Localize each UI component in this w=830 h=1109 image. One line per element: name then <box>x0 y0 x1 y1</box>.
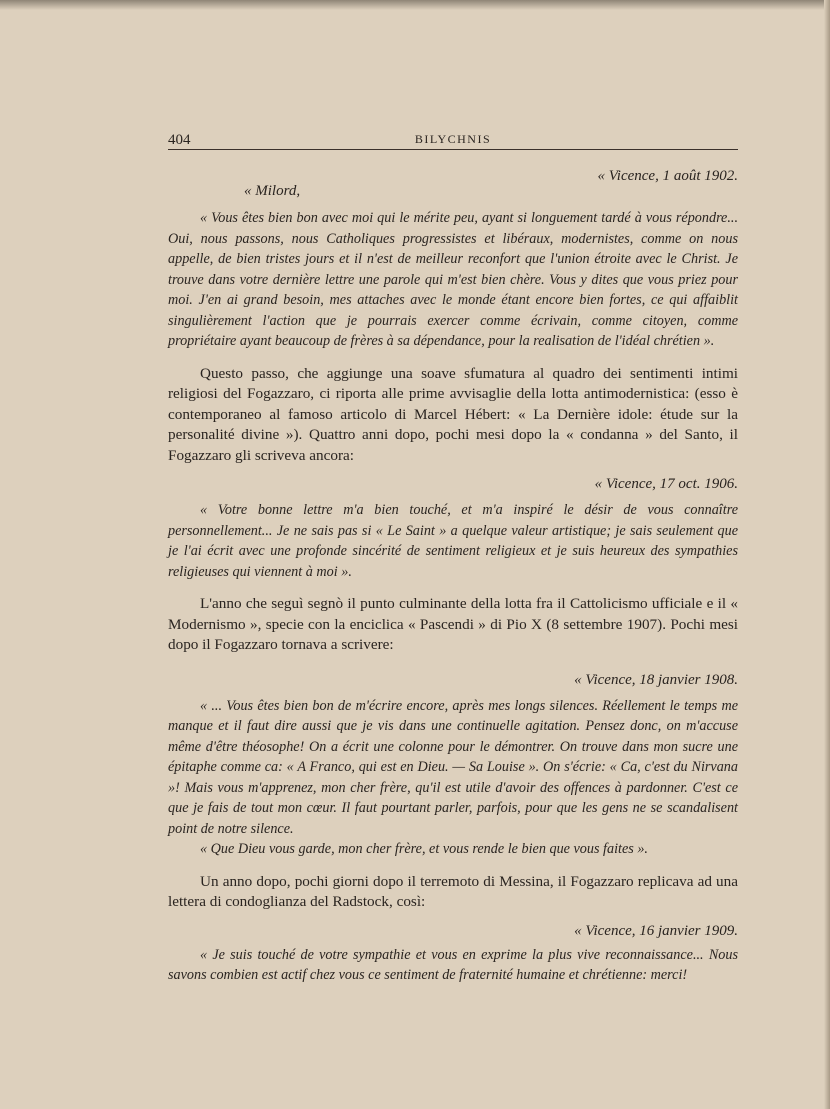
page-top-edge <box>0 0 830 10</box>
document-page <box>168 126 738 998</box>
letter-salutation: « Milord, <box>244 183 301 199</box>
running-title: BILYCHNIS <box>414 132 492 146</box>
letter-closing-1908: « Que Dieu vous garde, mon cher frère, et vous rende le bien que vous faites ». <box>200 841 648 857</box>
page-number: 404 <box>168 132 191 148</box>
letter-date-1908: « Vicence, 18 janvier 1908. <box>574 671 738 688</box>
header-rule <box>168 149 738 150</box>
body-paragraph: L'anno che seguì segnò il punto culminante della lotta fra il Cattolicismo ufficiale e il « Modernismo », specie con la enciclica « Pascendi » di Pio X (8 settembre 1907). Pochi mesi dopo il Fogazzaro tornava a scrivere: <box>168 595 738 653</box>
letter-quote-1909: « Je suis touché de votre sympathie et vous en exprime la plus vive reconnaissance... Nous savons combien est actif chez vous ce sentiment de fraternité humaine et chrétienne: merci! <box>168 946 738 983</box>
letter-quote-1908: « ... Vous êtes bien bon de m'écrire encore, après mes longs silences. Réellement le temps me manque et il faut dire aussi que je vis dans une continuelle agitation. Pensez donc, on m'accuse même d'être théosophe! On a écrit une colonne pour le démontrer. On trouve dans mon sucre une épitaphe comme ca: « A Franco, qui est en Dieu. — Sa Louise ». On s'écrie: « Ca, c'est du Nirvana »! Mais vous m'apprenez, mon cher frère, qu'il est utile d'avoir des offences à pardonner. C'est ce que je fais de tout mon cœur. Il faut pourtant parler, parfois, pour que les gens ne se scandalisent point de notre silence. <box>168 697 738 837</box>
letter-date-1909: « Vicence, 16 janvier 1909. <box>574 922 738 939</box>
letter-quote-1902: « Vous êtes bien bon avec moi qui le mérite peu, ayant si longuement tardé à vous répondre... Oui, nous passons, nous Catholiques progressistes et libéraux, modernistes, comme on nous appelle, de bien tristes jours et il n'est de meilleur reconfort que l'union étroite avec le Christ. Je trouve dans votre dernière lettre une parole qui m'est bien chère. Vous y dites que vous priez pour moi. J'en ai grand besoin, mes attaches avec le monde étant encore bien fortes, ce qui affaiblit singulièrement l'action que je pourrais exercer comme écrivain, comme citoyen, comme propriétaire ayant beaucoup de frères à sa dépendance, pour la realisation de l'idéal chrétien ». <box>168 210 738 349</box>
page-right-edge <box>824 0 830 1109</box>
body-paragraph: Questo passo, che aggiunge una soave sfumatura al quadro dei sentimenti intimi religiosi del Fogazzaro, ci riporta alle prime avvisaglie della lotta antimodernistica: (esso è contemporaneo al famoso articolo di Marcel Hébert: « La Dernière idole: étude sur la personalité divine »). Quattro anni dopo, pochi mesi dopo la « condanna » del Santo, il Fogazzaro gli scriveva ancora: <box>168 364 738 464</box>
letter-date-1906: « Vicence, 17 oct. 1906. <box>594 476 738 492</box>
letter-date-1902: « Vicence, 1 août 1902. <box>597 168 738 184</box>
letter-quote-1906: « Votre bonne lettre m'a bien touché, et m'a inspiré le désir de vous connaître personnellement... Je ne sais pas si « Le Saint » a quelque valeur artistique; je sais seulement que je l'ai écrit avec une profonde sincérité de sentiment religieux et je suis heureux des sympathies religieuses qui viennent à moi ». <box>168 502 738 580</box>
page-header <box>168 126 738 150</box>
body-paragraph: Un anno dopo, pochi giorni dopo il terremoto di Messina, il Fogazzaro replicava ad una lettera di condoglianza del Radstock, così: <box>168 872 738 910</box>
